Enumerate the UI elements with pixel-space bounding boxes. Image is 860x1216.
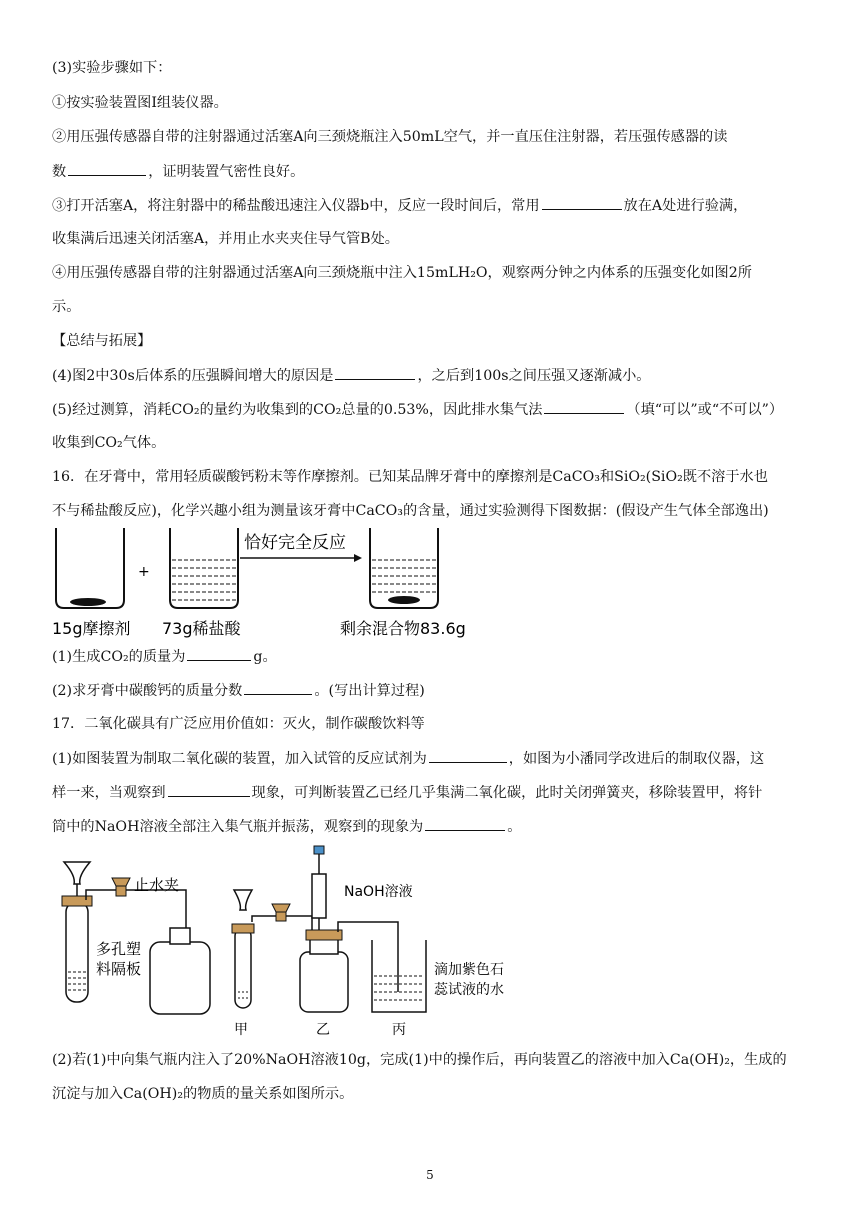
arrow-head-icon xyxy=(354,554,362,562)
beaker-acid xyxy=(170,528,238,608)
beaker-mixture xyxy=(370,528,438,608)
text-line: ①按实验装置图Ⅰ组装仪器。 xyxy=(52,95,228,111)
text-line: ②用压强传感器自带的注射器通过活塞A向三颈烧瓶注入50mL空气，并一直压住注射器，若压强传感器的读 xyxy=(52,129,728,145)
text-line: 样一来，当观察到 现象，可判断装置乙已经几乎集满二氧化碳，此时关闭弹簧夹，移除装置甲，将针 xyxy=(52,782,816,803)
answer-blank[interactable] xyxy=(168,782,250,797)
label-litmus-2: 蕊试液的水 xyxy=(434,982,504,998)
text-line: 16．在牙膏中，常用轻质碳酸钙粉末等作摩擦剂。已知某品牌牙膏中的摩擦剂是CaCO₃和SiO₂(SiO₂既不溶于水也 xyxy=(52,469,768,485)
text-line: 17．二氧化碳具有广泛应用价值如：灭火，制作碳酸饮料等 xyxy=(52,716,425,732)
text-line: 筒中的NaOH溶液全部注入集气瓶并振荡，观察到的现象为 。 xyxy=(52,816,816,837)
answer-blank[interactable] xyxy=(425,816,505,831)
text-line: (5)经过测算，消耗CO₂的量约为收集到的CO₂总量的0.53%，因此排水集气法 （填“可以”或“不可以”） xyxy=(52,399,816,420)
text-line: 收集到CO₂气体。 xyxy=(52,435,166,451)
text-line: (1)生成CO₂的质量为 g。 xyxy=(52,646,816,667)
text-line: (2)若(1)中向集气瓶内注入了20%NaOH溶液10g，完成(1)中的操作后，再向装置乙的溶液中加入Ca(OH)₂，生成的 xyxy=(52,1052,787,1068)
answer-blank[interactable] xyxy=(542,195,622,210)
plus-sign: + xyxy=(138,564,150,580)
text-line: 示。 xyxy=(52,299,81,315)
text-line: 不与稀盐酸反应)，化学兴趣小组为测量该牙膏中CaCO₃的含量，通过实验测得下图数据：(假设产生气体全部逸出) xyxy=(52,503,769,519)
beaker-abrasive xyxy=(56,528,124,608)
label-porous-plate-1: 多孔塑 xyxy=(96,940,142,958)
text-line: 数 ，证明装置气密性良好。 xyxy=(52,161,816,182)
label-litmus-1: 滴加紫色石 xyxy=(434,962,504,978)
right-apparatus xyxy=(232,846,426,1012)
arrow-label: 恰好完全反应 xyxy=(244,533,346,553)
reaction-figure xyxy=(44,524,504,642)
text-line: (4)图2中30s后体系的压强瞬间增大的原因是 ，之后到100s之间压强又逐渐减小。 xyxy=(52,365,816,386)
label-bing: 丙 xyxy=(392,1022,406,1038)
page-number: 5 xyxy=(426,1168,434,1182)
apparatus-figure xyxy=(50,842,520,1038)
answer-blank[interactable] xyxy=(429,748,507,763)
label-acid: 73g稀盐酸 xyxy=(162,619,241,638)
answer-blank[interactable] xyxy=(335,365,415,380)
label-porous-plate-2: 料隔板 xyxy=(96,960,142,978)
text-line: (3)实验步骤如下： xyxy=(52,60,172,76)
label-abrasive: 15g摩擦剂 xyxy=(52,619,131,638)
label-naoh: NaOH溶液 xyxy=(344,884,413,900)
label-jia: 甲 xyxy=(234,1022,248,1038)
text-line: ③打开活塞A，将注射器中的稀盐酸迅速注入仪器b中，反应一段时间后，常用 放在A处进行验满， xyxy=(52,195,816,216)
text-line: (1)如图装置为制取二氧化碳的装置，加入试管的反应试剂为 ，如图为小潘同学改进后的制取仪器，这 xyxy=(52,748,816,769)
answer-blank[interactable] xyxy=(244,680,312,695)
text-line: ④用压强传感器自带的注射器通过活塞A向三颈烧瓶中注入15mLH₂O，观察两分钟之内体系的压强变化如图2所 xyxy=(52,265,752,281)
text-line: 沉淀与加入Ca(OH)₂的物质的量关系如图所示。 xyxy=(52,1086,354,1102)
answer-blank[interactable] xyxy=(187,646,251,661)
label-stop-clamp: 止水夹 xyxy=(134,876,180,894)
answer-blank[interactable] xyxy=(544,399,624,414)
section-heading: 【总结与拓展】 xyxy=(52,333,152,349)
text-line: (2)求牙膏中碳酸钙的质量分数 。(写出计算过程) xyxy=(52,680,816,701)
answer-blank[interactable] xyxy=(68,161,146,176)
label-mixture: 剩余混合物83.6g xyxy=(340,619,466,638)
label-yi: 乙 xyxy=(316,1022,330,1038)
text-line: 收集满后迅速关闭活塞A，并用止水夹夹住导气管B处。 xyxy=(52,231,399,247)
